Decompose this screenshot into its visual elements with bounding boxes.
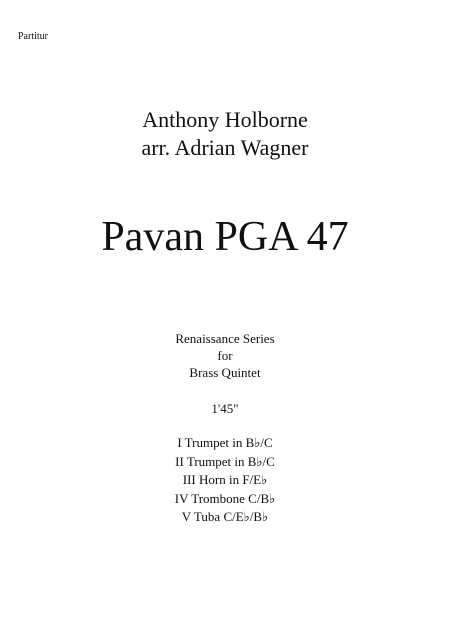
score-type-label: Partitur xyxy=(18,31,48,42)
instrument-list xyxy=(0,434,450,527)
arranger-name: arr. Adrian Wagner xyxy=(141,135,309,160)
duration: 1'45" xyxy=(211,401,239,416)
instrument-item: IV Trombone C/B♭ xyxy=(174,490,276,506)
instrument-item: V Tuba C/E♭/B♭ xyxy=(181,509,269,524)
ensemble-name: Brass Quintet xyxy=(189,365,261,380)
for-label: for xyxy=(217,348,233,363)
instrument-item: III Horn in F/E♭ xyxy=(182,472,268,487)
composer-name: Anthony Holborne xyxy=(142,107,308,132)
instrument-item: II Trumpet in B♭/C xyxy=(175,453,275,469)
piece-title: Pavan PGA 47 xyxy=(101,214,349,260)
instrument-item: I Trumpet in B♭/C xyxy=(177,435,273,450)
series-info xyxy=(0,330,450,381)
series-name: Renaissance Series xyxy=(175,331,275,346)
credits xyxy=(0,106,450,162)
